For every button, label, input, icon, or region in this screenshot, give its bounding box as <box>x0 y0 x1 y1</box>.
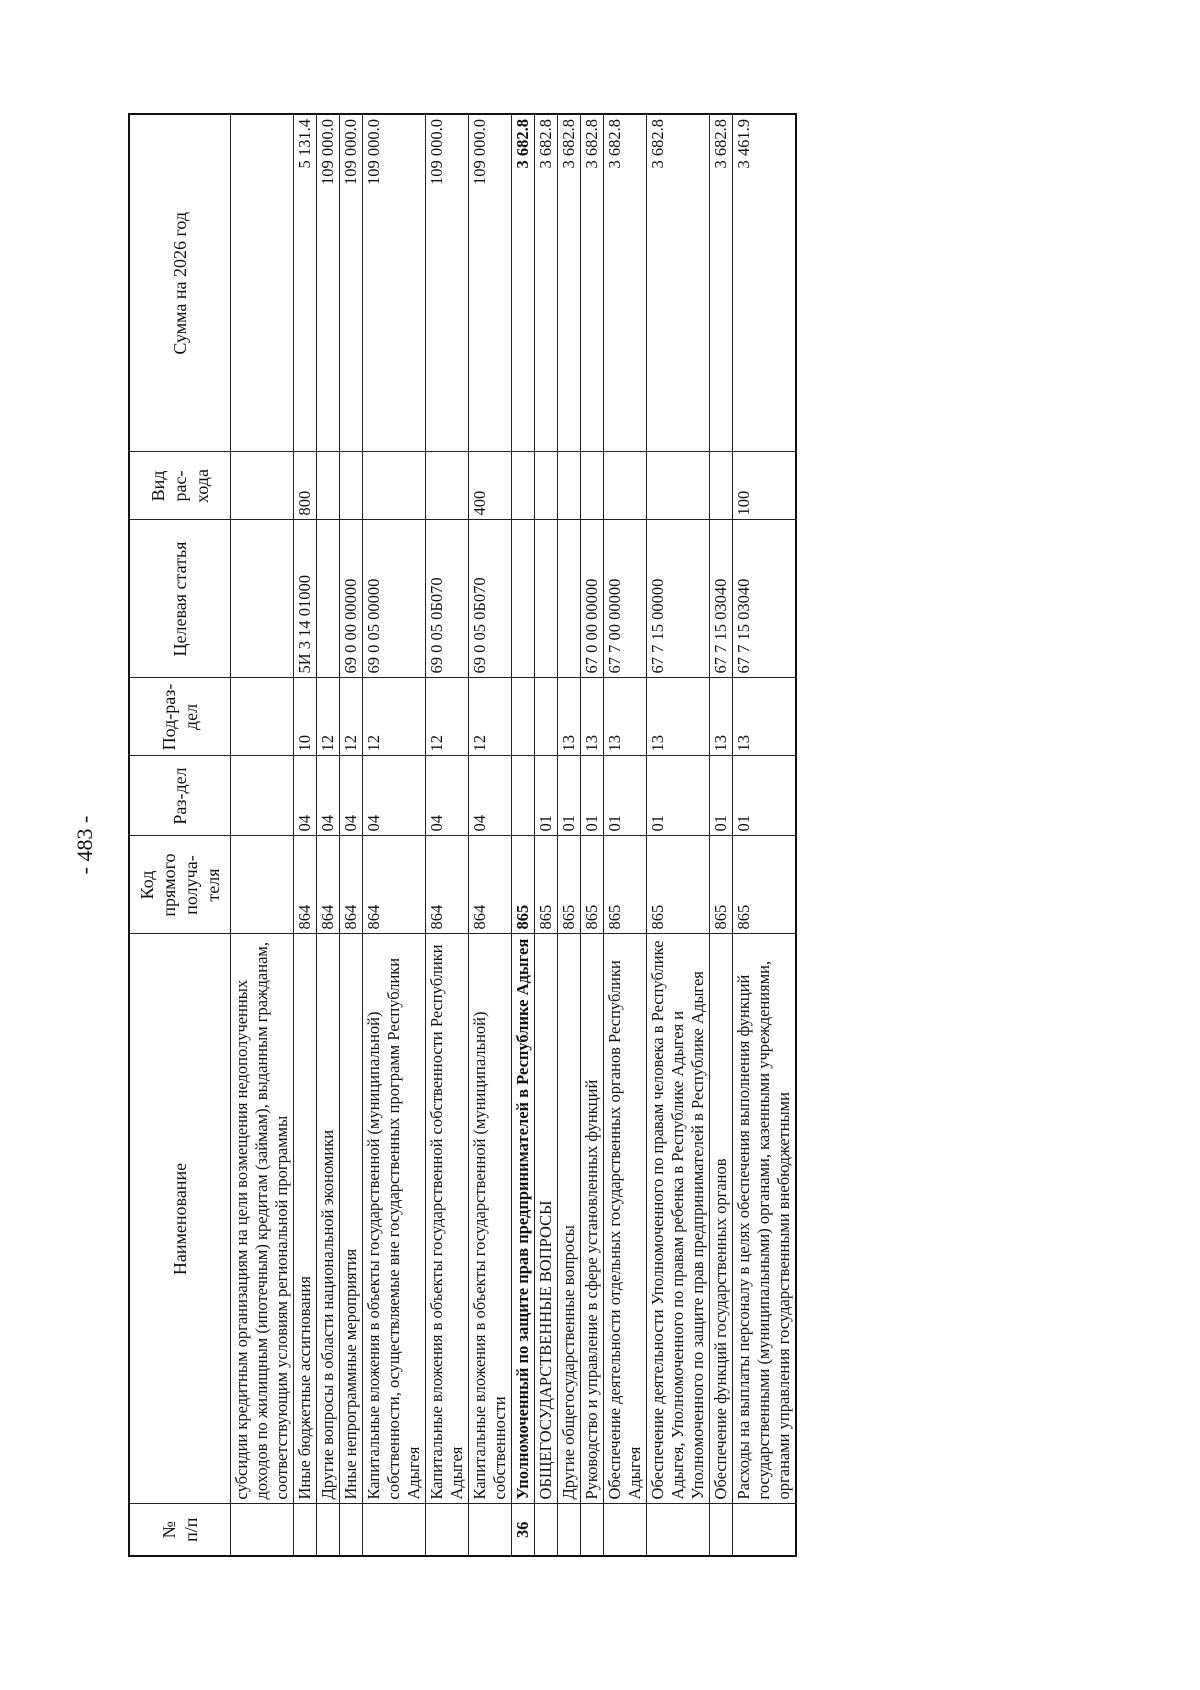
header-subsection: Под-раз-дел <box>129 678 231 756</box>
cell-num <box>535 1504 558 1556</box>
cell-num <box>340 1504 363 1556</box>
cell-recipient-code: 865 <box>604 836 647 934</box>
cell-section: 04 <box>363 756 426 836</box>
cell-sum: 3 682.8 <box>647 114 710 452</box>
cell-sum: 3 682.8 <box>581 114 604 452</box>
cell-name: Руководство и управление в сфере установленных функций <box>581 934 604 1504</box>
header-section: Раз-дел <box>129 756 231 836</box>
cell-name: Уполномоченный по защите прав предпринимателей в Республике Адыгея <box>512 934 535 1504</box>
cell-target-article: 69 0 05 00000 <box>363 520 426 678</box>
cell-section: 04 <box>294 756 317 836</box>
header-num: № п/п <box>129 1504 231 1556</box>
cell-section: 01 <box>535 756 558 836</box>
table-header-row <box>129 114 231 1556</box>
cell-expense-type <box>317 452 340 520</box>
cell-expense-type: 100 <box>733 452 797 520</box>
cell-target-article: 69 0 05 0Б070 <box>469 520 512 678</box>
cell-sum: 3 682.8 <box>512 114 535 452</box>
cell-expense-type <box>512 452 535 520</box>
cell-expense-type <box>558 452 581 520</box>
cell-sum: 109 000.0 <box>469 114 512 452</box>
cell-sum: 109 000.0 <box>340 114 363 452</box>
cell-section: 01 <box>647 756 710 836</box>
cell-target-article <box>558 520 581 678</box>
cell-target-article: 67 7 00 00000 <box>604 520 647 678</box>
cell-num <box>710 1504 733 1556</box>
cell-sum: 3 682.8 <box>558 114 581 452</box>
budget-table <box>128 113 797 1557</box>
cell-expense-type <box>581 452 604 520</box>
cell-sum: 3 682.8 <box>604 114 647 452</box>
cell-target-article: 67 7 15 03040 <box>710 520 733 678</box>
cell-sum: 5 131.4 <box>294 114 317 452</box>
cell-section: 04 <box>426 756 469 836</box>
cell-subsection: 13 <box>733 678 797 756</box>
cell-recipient-code: 865 <box>512 836 535 934</box>
cell-num <box>733 1504 797 1556</box>
cell-name: Капитальные вложения в объекты государственной собственности Республики Адыгея <box>426 934 469 1504</box>
cell-num <box>426 1504 469 1556</box>
cell-name: Обеспечение деятельности Уполномоченного по правам человека в Республике Адыгея, Уполномоченного по правам ребенка в Республике Адыгея и Уполномоченного по защите прав предпринимателей в Республике Адыгея <box>647 934 710 1504</box>
cell-num <box>317 1504 340 1556</box>
cell-section: 01 <box>581 756 604 836</box>
header-expense-type: Вид рас-хода <box>129 452 231 520</box>
cell-expense-type <box>231 452 294 520</box>
cell-sum: 109 000.0 <box>317 114 340 452</box>
cell-recipient-code: 865 <box>558 836 581 934</box>
cell-recipient-code: 865 <box>535 836 558 934</box>
cell-subsection: 12 <box>469 678 512 756</box>
cell-sum: 3 682.8 <box>535 114 558 452</box>
cell-expense-type <box>604 452 647 520</box>
cell-target-article <box>535 520 558 678</box>
cell-subsection <box>535 678 558 756</box>
cell-num: 36 <box>512 1504 535 1556</box>
cell-subsection: 12 <box>363 678 426 756</box>
cell-name: Обеспечение функций государственных органов <box>710 934 733 1504</box>
table-row <box>231 114 294 1556</box>
cell-section: 04 <box>469 756 512 836</box>
cell-num <box>294 1504 317 1556</box>
cell-sum: 3 461.9 <box>733 114 797 452</box>
cell-section <box>512 756 535 836</box>
cell-recipient-code <box>231 836 294 934</box>
cell-expense-type <box>363 452 426 520</box>
cell-recipient-code: 865 <box>733 836 797 934</box>
cell-name: Расходы на выплаты персоналу в целях обеспечения выполнения функций государственными (муниципальными) органами, казенными учреждениями, органами управления государственными внебюджетными <box>733 934 797 1504</box>
cell-recipient-code: 864 <box>294 836 317 934</box>
cell-target-article: 67 0 00 00000 <box>581 520 604 678</box>
cell-name: Капитальные вложения в объекты государственной (муниципальной) собственности, осуществляемые вне государственных программ Республики Адыгея <box>363 934 426 1504</box>
table-row <box>558 114 581 1556</box>
cell-num <box>558 1504 581 1556</box>
cell-sum: 109 000.0 <box>426 114 469 452</box>
cell-sum <box>231 114 294 452</box>
table-row <box>581 114 604 1556</box>
cell-subsection: 12 <box>426 678 469 756</box>
cell-subsection: 13 <box>604 678 647 756</box>
cell-expense-type <box>426 452 469 520</box>
cell-recipient-code: 864 <box>469 836 512 934</box>
cell-subsection: 10 <box>294 678 317 756</box>
table-row <box>469 114 512 1556</box>
cell-sum: 109 000.0 <box>363 114 426 452</box>
header-target-article: Целевая статья <box>129 520 231 678</box>
cell-name: Другие общегосударственные вопросы <box>558 934 581 1504</box>
cell-recipient-code: 865 <box>647 836 710 934</box>
cell-expense-type: 800 <box>294 452 317 520</box>
cell-name: Иные бюджетные ассигнования <box>294 934 317 1504</box>
table-row <box>363 114 426 1556</box>
cell-section: 01 <box>604 756 647 836</box>
table-row <box>317 114 340 1556</box>
cell-name: Обеспечение деятельности отдельных государственных органов Республики Адыгея <box>604 934 647 1504</box>
table-row <box>710 114 733 1556</box>
cell-target-article: 67 7 15 03040 <box>733 520 797 678</box>
cell-subsection <box>512 678 535 756</box>
header-name: Наименование <box>129 934 231 1504</box>
cell-num <box>231 1504 294 1556</box>
cell-target-article <box>512 520 535 678</box>
table-row <box>733 114 797 1556</box>
cell-section <box>231 756 294 836</box>
table-row <box>294 114 317 1556</box>
cell-recipient-code: 865 <box>710 836 733 934</box>
table-row <box>340 114 363 1556</box>
cell-num <box>604 1504 647 1556</box>
cell-recipient-code: 864 <box>363 836 426 934</box>
table-row <box>426 114 469 1556</box>
cell-target-article <box>317 520 340 678</box>
cell-recipient-code: 864 <box>426 836 469 934</box>
cell-num <box>581 1504 604 1556</box>
cell-name: Иные непрограммные мероприятия <box>340 934 363 1504</box>
cell-expense-type <box>647 452 710 520</box>
cell-name: субсидии кредитным организациям на цели возмещения недополученных доходов по жилищным (ипотечным) кредитам (займам), выданным гражданам, соответствующим условиям региональной программы <box>231 934 294 1504</box>
cell-section: 01 <box>558 756 581 836</box>
cell-subsection: 12 <box>340 678 363 756</box>
cell-target-article: 67 7 15 00000 <box>647 520 710 678</box>
header-recipient-code: Код прямого получа-теля <box>129 836 231 934</box>
cell-expense-type <box>535 452 558 520</box>
budget-table-frame <box>128 115 1048 1557</box>
cell-name: ОБЩЕГОСУДАРСТВЕННЫЕ ВОПРОСЫ <box>535 934 558 1504</box>
cell-subsection <box>231 678 294 756</box>
table-row <box>535 114 558 1556</box>
table-row <box>647 114 710 1556</box>
cell-target-article: 69 0 05 0Б070 <box>426 520 469 678</box>
header-sum-2026: Сумма на 2026 год <box>129 114 231 452</box>
cell-recipient-code: 865 <box>581 836 604 934</box>
cell-target-article <box>231 520 294 678</box>
cell-expense-type: 400 <box>469 452 512 520</box>
table-body <box>231 114 797 1556</box>
table-row <box>512 114 535 1556</box>
cell-recipient-code: 864 <box>317 836 340 934</box>
cell-expense-type <box>710 452 733 520</box>
cell-sum: 3 682.8 <box>710 114 733 452</box>
cell-target-article: 5И 3 14 01000 <box>294 520 317 678</box>
cell-subsection: 12 <box>317 678 340 756</box>
cell-section: 04 <box>317 756 340 836</box>
page-number: - 483 - <box>72 815 97 875</box>
cell-subsection: 13 <box>710 678 733 756</box>
cell-subsection: 13 <box>581 678 604 756</box>
cell-num <box>647 1504 710 1556</box>
cell-target-article: 69 0 00 00000 <box>340 520 363 678</box>
cell-section: 01 <box>710 756 733 836</box>
cell-section: 01 <box>733 756 797 836</box>
cell-subsection: 13 <box>558 678 581 756</box>
cell-name: Другие вопросы в области национальной экономики <box>317 934 340 1504</box>
cell-num <box>363 1504 426 1556</box>
cell-expense-type <box>340 452 363 520</box>
cell-num <box>469 1504 512 1556</box>
cell-subsection: 13 <box>647 678 710 756</box>
cell-section: 04 <box>340 756 363 836</box>
page-number-container <box>70 745 100 945</box>
cell-recipient-code: 864 <box>340 836 363 934</box>
table-row <box>604 114 647 1556</box>
cell-name: Капитальные вложения в объекты государственной (муниципальной) собственности <box>469 934 512 1504</box>
